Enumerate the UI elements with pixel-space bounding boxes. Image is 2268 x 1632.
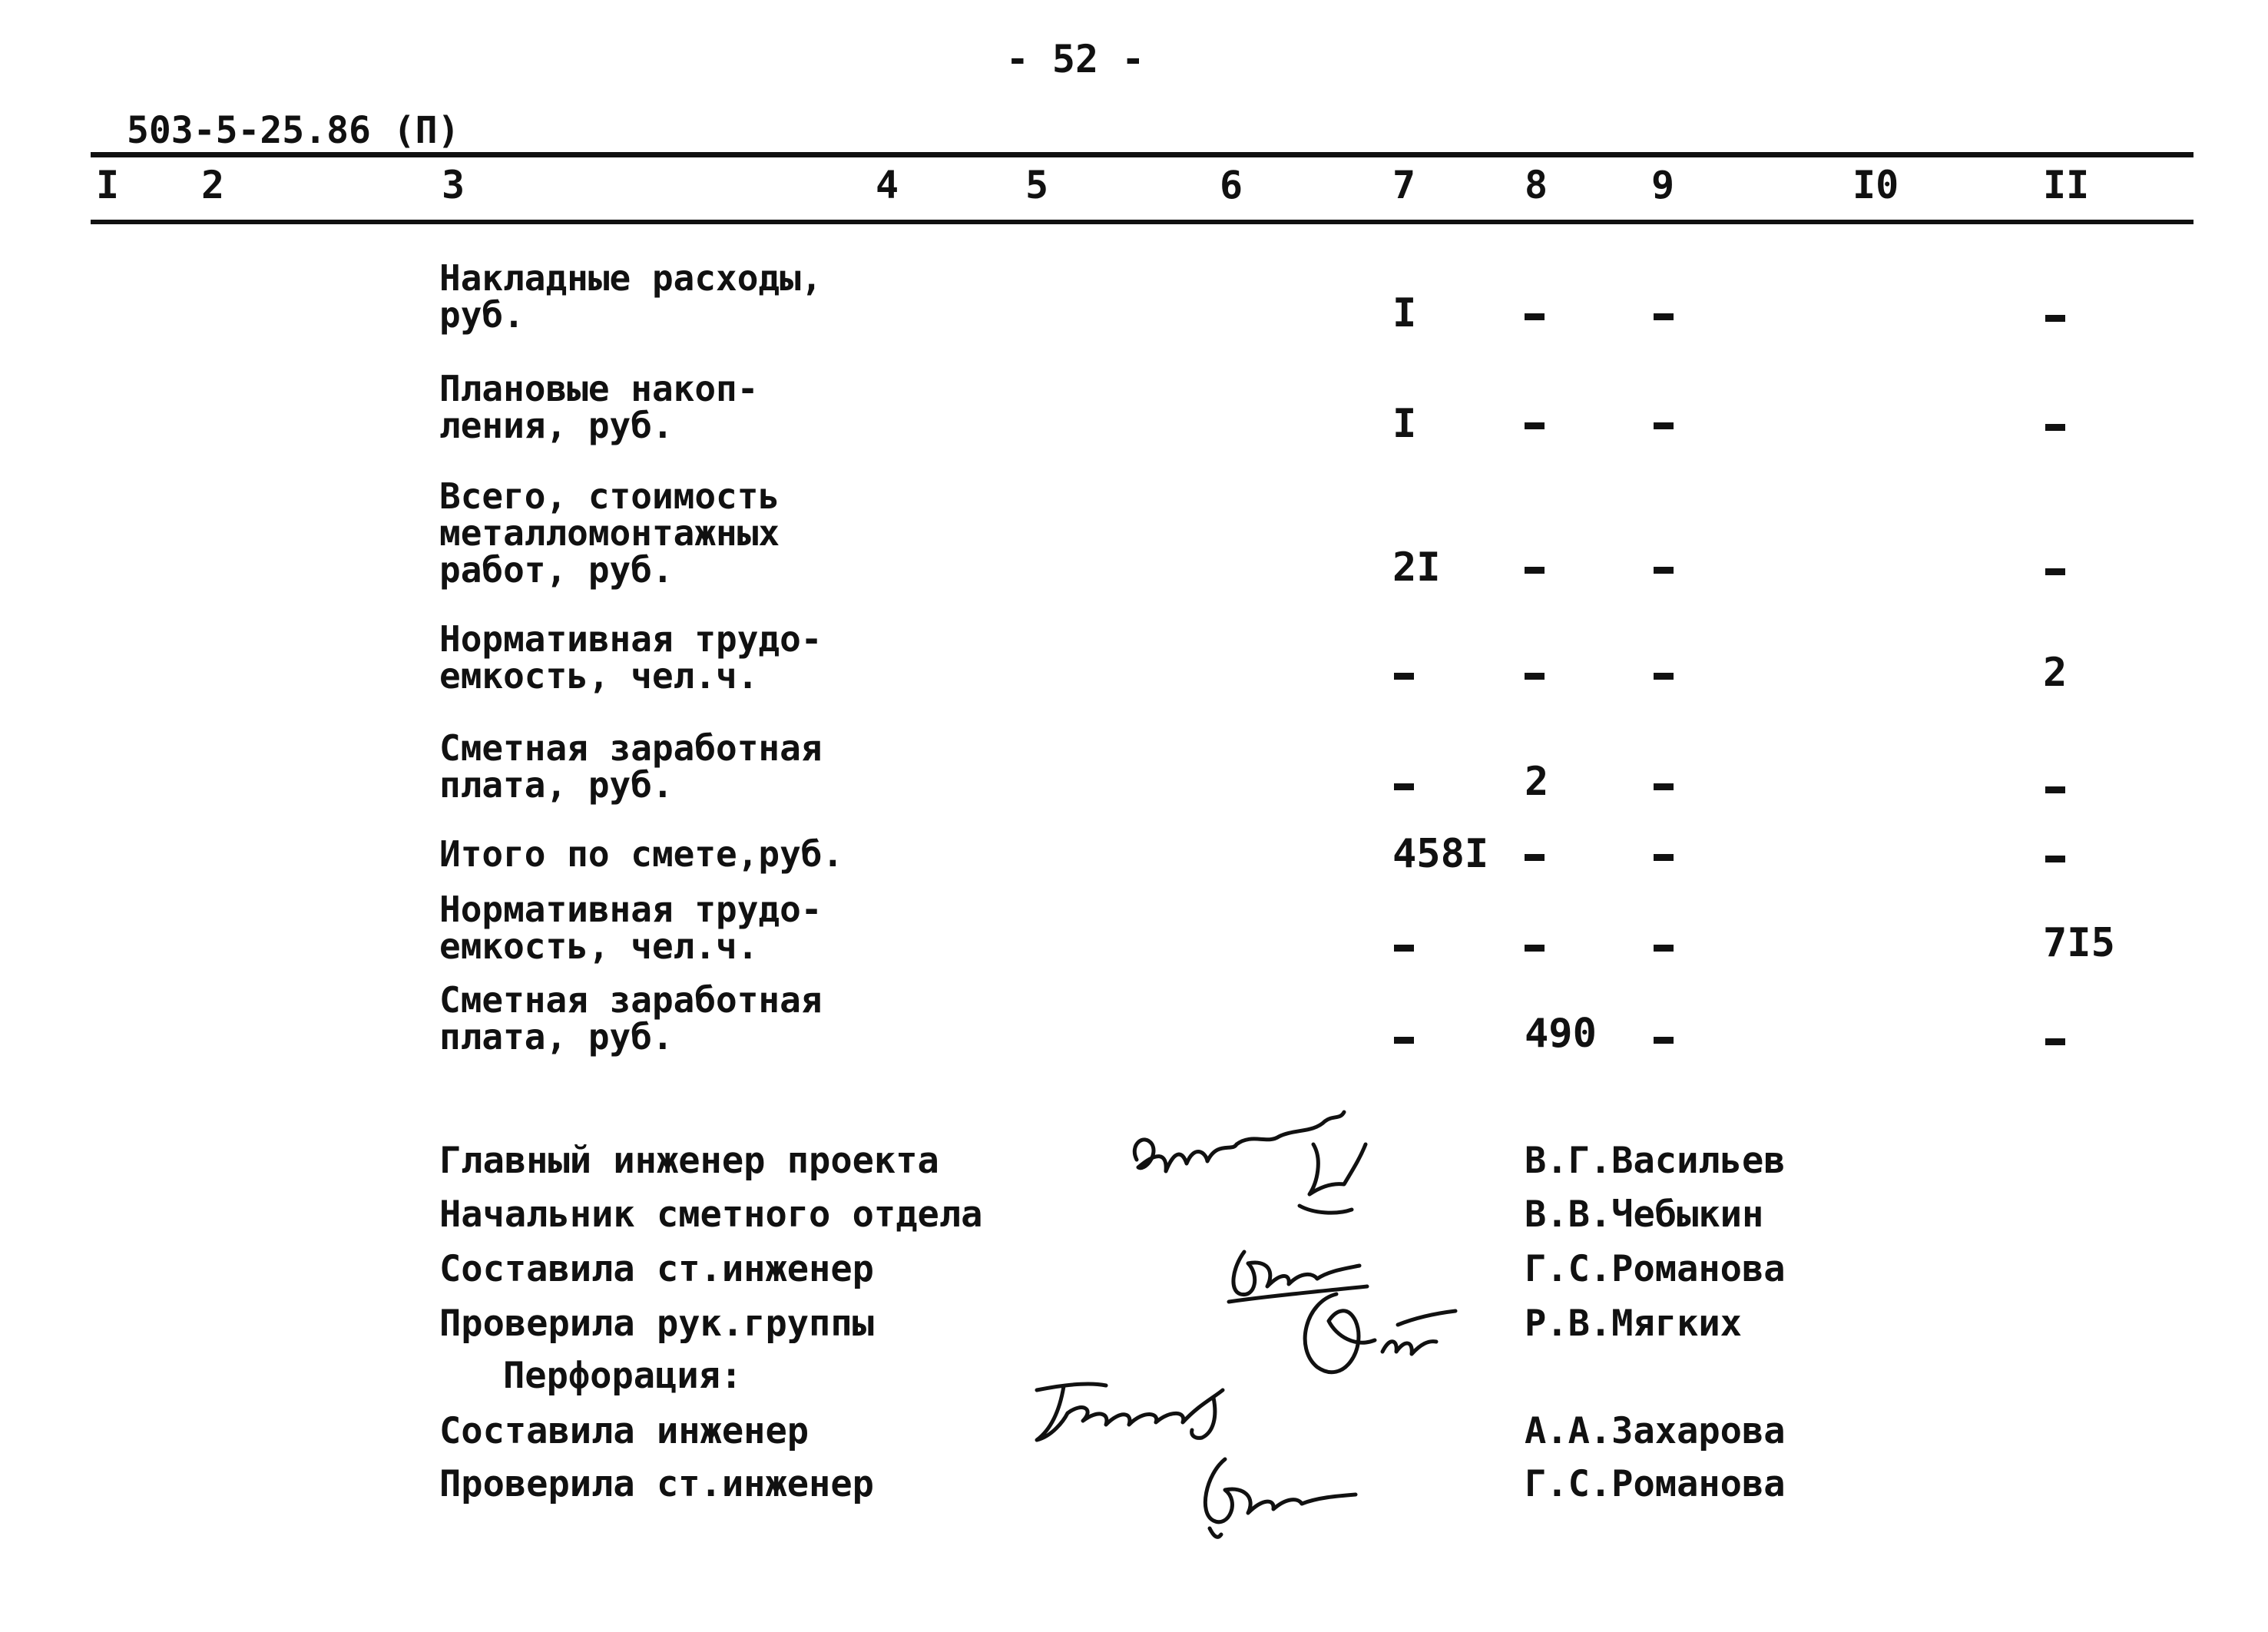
page-number: - 52 - bbox=[1005, 37, 1145, 81]
cell-col7: 458I bbox=[1392, 831, 1489, 877]
column-header-10: I0 bbox=[1852, 163, 1899, 207]
row-label: Нормативная трудо- емкость, чел.ч. bbox=[439, 889, 823, 967]
column-header-3: 3 bbox=[442, 163, 465, 207]
dash-col8 bbox=[1525, 313, 1545, 320]
row-label: Итого по смете,руб. bbox=[439, 833, 844, 875]
document-code: 503-5-25.86 (П) bbox=[127, 109, 460, 152]
cell-col7: I bbox=[1392, 290, 1417, 336]
dash-col11 bbox=[2045, 1038, 2065, 1045]
cell-col11: 2 bbox=[2043, 650, 2068, 696]
dash-col11 bbox=[2045, 424, 2065, 431]
dash-col11 bbox=[2045, 568, 2065, 575]
cell-col7: 2I bbox=[1392, 545, 1441, 591]
dash-col9 bbox=[1654, 854, 1674, 861]
cell-col7: I bbox=[1392, 401, 1417, 447]
handwritten-signature-zakharova bbox=[1021, 1367, 1252, 1452]
row-label: Сметная заработная плата, руб. bbox=[439, 727, 823, 806]
signature-title: Составила инженер bbox=[439, 1410, 810, 1452]
column-header-5: 5 bbox=[1025, 163, 1049, 207]
row-label: Плановые накоп- ления, руб. bbox=[439, 368, 759, 446]
header-rule-top bbox=[91, 152, 2194, 157]
column-header-8: 8 bbox=[1525, 163, 1548, 207]
column-header-4: 4 bbox=[876, 163, 899, 207]
dash-col11 bbox=[2045, 786, 2065, 793]
signature-name: А.А.Захарова bbox=[1525, 1410, 1786, 1452]
dash-col7 bbox=[1394, 783, 1414, 790]
column-header-9: 9 bbox=[1651, 163, 1675, 207]
dash-col11 bbox=[2045, 856, 2065, 862]
perforation-heading: Перфорация: bbox=[503, 1355, 743, 1397]
header-rule-bottom bbox=[91, 220, 2194, 224]
column-header-6: 6 bbox=[1220, 163, 1243, 207]
signature-name: Р.В.Мягких bbox=[1525, 1303, 1742, 1345]
row-label: Накладные расходы, руб. bbox=[439, 257, 823, 336]
signature-title: Начальник сметного отдела bbox=[439, 1193, 983, 1236]
dash-col8 bbox=[1525, 673, 1545, 680]
dash-col9 bbox=[1654, 673, 1674, 680]
dash-col8 bbox=[1525, 567, 1545, 574]
dash-col11 bbox=[2045, 315, 2065, 322]
handwritten-signature-myagkikh bbox=[1283, 1279, 1459, 1386]
dash-col7 bbox=[1394, 673, 1414, 680]
handwritten-signature-chief-engineer bbox=[1121, 1098, 1382, 1229]
column-header-7: 7 bbox=[1392, 163, 1416, 207]
signature-name: Г.С.Романова bbox=[1525, 1248, 1786, 1290]
signature-name: В.В.Чебыкин bbox=[1525, 1193, 1764, 1236]
cell-col8: 490 bbox=[1525, 1011, 1597, 1057]
dash-col9 bbox=[1654, 567, 1674, 574]
dash-col9 bbox=[1654, 1037, 1674, 1044]
dash-col9 bbox=[1654, 945, 1674, 952]
column-header-2: 2 bbox=[201, 163, 225, 207]
dash-col9 bbox=[1654, 783, 1674, 790]
row-label: Всего, стоимость металломонтажных работ, руб. bbox=[439, 475, 780, 591]
dash-col8 bbox=[1525, 422, 1545, 429]
signature-title: Главный инженер проекта bbox=[439, 1140, 939, 1182]
column-header-1: I bbox=[96, 163, 120, 207]
column-header-11: II bbox=[2043, 163, 2090, 207]
row-label: Нормативная трудо- емкость, чел.ч. bbox=[439, 618, 823, 697]
dash-col7 bbox=[1394, 945, 1414, 952]
signature-name: Г.С.Романова bbox=[1525, 1463, 1786, 1505]
signature-title: Проверила ст.инженер bbox=[439, 1463, 874, 1505]
dash-col9 bbox=[1654, 313, 1674, 320]
dash-col8 bbox=[1525, 945, 1545, 952]
signature-title: Проверила рук.группы bbox=[439, 1303, 874, 1345]
signature-name: В.Г.Васильев bbox=[1525, 1140, 1786, 1182]
handwritten-signature-romanova-2 bbox=[1183, 1444, 1375, 1544]
signature-title: Составила ст.инженер bbox=[439, 1248, 874, 1290]
dash-col9 bbox=[1654, 422, 1674, 429]
row-label: Сметная заработная плата, руб. bbox=[439, 979, 823, 1058]
cell-col8: 2 bbox=[1525, 759, 1549, 805]
dash-col7 bbox=[1394, 1037, 1414, 1044]
cell-col11: 7I5 bbox=[2043, 920, 2115, 966]
dash-col8 bbox=[1525, 854, 1545, 861]
